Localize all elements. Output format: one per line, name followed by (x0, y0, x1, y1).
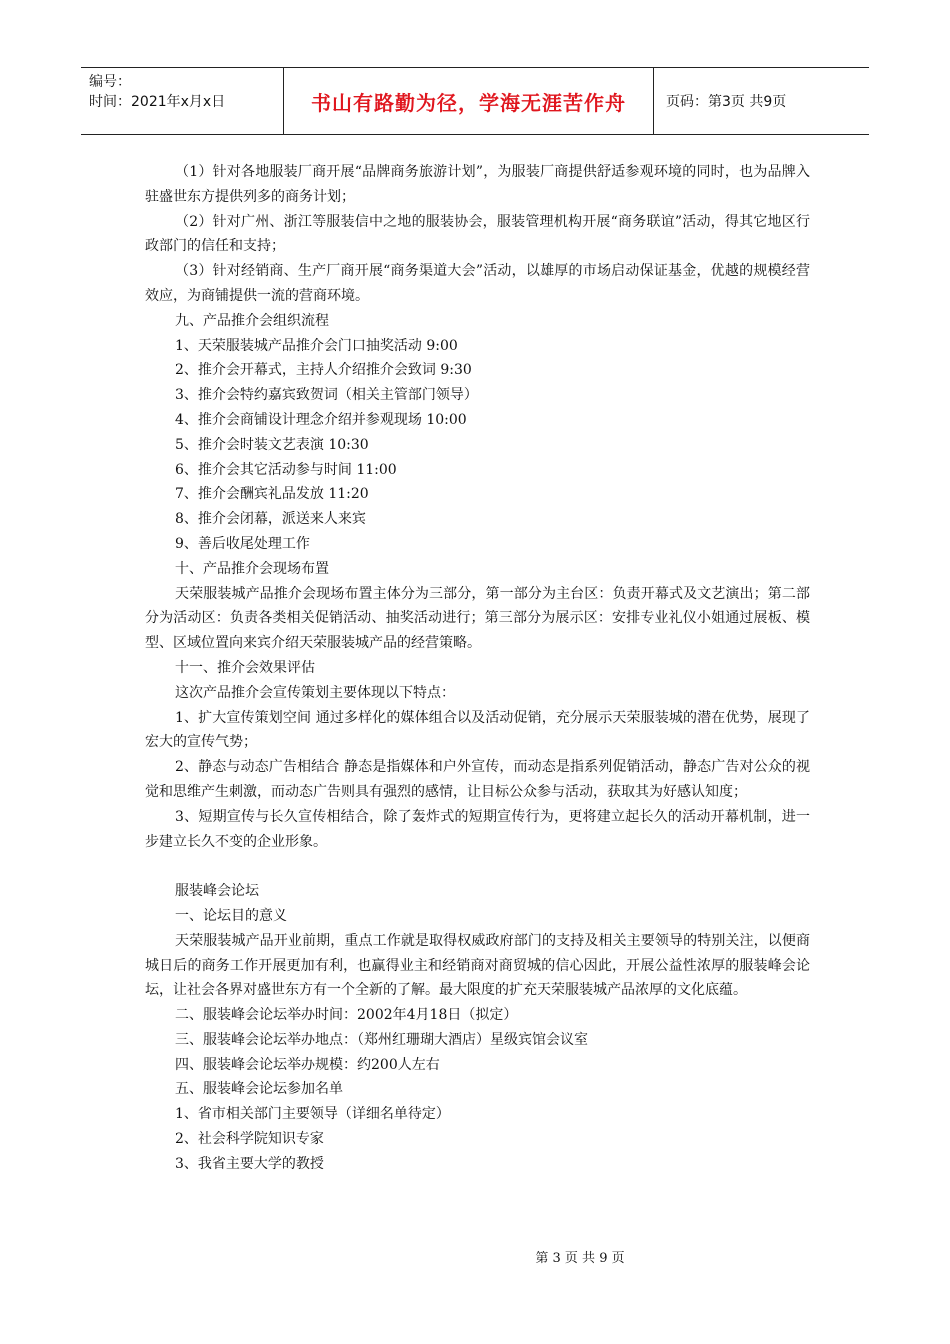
paragraph: 8、推介会闭幕，派送来人来宾 (175, 511, 366, 528)
paragraph: 九、产品推介会组织流程 (175, 312, 329, 329)
paragraph (145, 854, 810, 879)
paragraph: 6、推介会其它活动参与时间 11:00 (175, 461, 397, 478)
header-meta (81, 68, 284, 134)
paragraph: 这次产品推介会宣传策划主要体现以下特点： (175, 684, 455, 701)
header-motto: 书山有路勤为径，学海无涯苦作舟 (284, 68, 654, 134)
header-date: 时间：2021年x月x日 (89, 94, 226, 110)
paragraph: 1、省市相关部门主要领导（详细名单待定） (175, 1106, 450, 1123)
paragraph: 3、推介会特约嘉宾致贺词（相关主管部门领导） (175, 387, 478, 404)
paragraph: （1）针对各地服装厂商开展“品牌商务旅游计划”，为服装厂商提供舒适参观环境的同时，也为品牌入驻盛世东方提供列多的商务计划； (145, 164, 810, 205)
paragraph: 1、天荣服装城产品推介会门口抽奖活动 9:00 (175, 337, 458, 354)
paragraph: 一、论坛目的意义 (175, 907, 287, 924)
paragraph: 1、扩大宣传策划空间 通过多样化的媒体组合以及活动促销，充分展示天荣服装城的潜在优势，展现了宏大的宣传气势； (145, 709, 810, 751)
page-header (81, 67, 869, 135)
document-body (145, 160, 810, 1177)
paragraph: 十、产品推介会现场布置 (175, 560, 329, 577)
page-footer: 第 3 页 共 9 页 (535, 1251, 625, 1266)
paragraph: 4、推介会商铺设计理念介绍并参观现场 10:00 (175, 411, 467, 428)
paragraph: 3、短期宣传与长久宣传相结合，除了轰炸式的短期宣传行为，更将建立起长久的活动开幕机制，进一步建立长久不变的企业形象。 (145, 808, 810, 850)
paragraph: （2）针对广州、浙江等服装信中之地的服装协会，服装管理机构开展“商务联谊”活动，得其它地区行政部门的信任和支持； (145, 213, 810, 255)
paragraph: 二、服装峰会论坛举办时间：2002年4月18日（拟定） (175, 1007, 518, 1024)
paragraph: （3）针对经销商、生产厂商开展“商务渠道大会”活动，以雄厚的市场启动保证基金，优越的规模经营效应，为商铺提供一流的营商环境。 (145, 263, 810, 304)
paragraph: 2、静态与动态广告相结合 静态是指媒体和户外宣传，而动态是指系列促销活动，静态广告对公众的视觉和思维产生刺激，而动态广告则具有强烈的感情，让目标公众参与活动，获取其为好感认知度； (145, 759, 810, 800)
paragraph: 2、社会科学院知识专家 (175, 1131, 324, 1148)
paragraph: 2、推介会开幕式，主持人介绍推介会致词 9:30 (175, 362, 472, 379)
paragraph: 5、推介会时装文艺表演 10:30 (175, 436, 369, 453)
paragraph: 9、善后收尾处理工作 (175, 535, 310, 552)
paragraph: 7、推介会酬宾礼品发放 11:20 (175, 486, 369, 503)
paragraph: 3、我省主要大学的教授 (175, 1155, 324, 1172)
paragraph: 五、服装峰会论坛参加名单 (175, 1081, 343, 1098)
paragraph: 服装峰会论坛 (175, 883, 259, 900)
paragraph: 四、服装峰会论坛举办规模：约200人左右 (175, 1056, 440, 1073)
paragraph: 天荣服装城产品开业前期，重点工作就是取得权威政府部门的支持及相关主要领导的特别关注，以便商城日后的商务工作开展更加有利，也赢得业主和经销商对商贸城的信心因此，开展公益性浓厚的服装峰会论坛，让社会各界对盛世东方有一个全新的了解。最大限度的扩充天荣服装城产品浓厚的文化底蕴。 (145, 932, 810, 999)
paragraph: 天荣服装城产品推介会现场布置主体分为三部分，第一部分为主台区：负责开幕式及文艺演出；第二部分为活动区：负责各类相关促销活动、抽奖活动进行；第三部分为展示区：安排专业礼仪小姐通过展板、模型、区域位置向来宾介绍天荣服装城产品的经营策略。 (145, 585, 810, 652)
header-page-number: 页码：第3页 共9页 (666, 94, 787, 110)
header-number: 编号： (89, 74, 131, 90)
paragraph: 三、服装峰会论坛举办地点：（郑州红珊瑚大酒店）星级宾馆会议室 (175, 1031, 588, 1048)
paragraph: 十一、推介会效果评估 (175, 659, 315, 676)
